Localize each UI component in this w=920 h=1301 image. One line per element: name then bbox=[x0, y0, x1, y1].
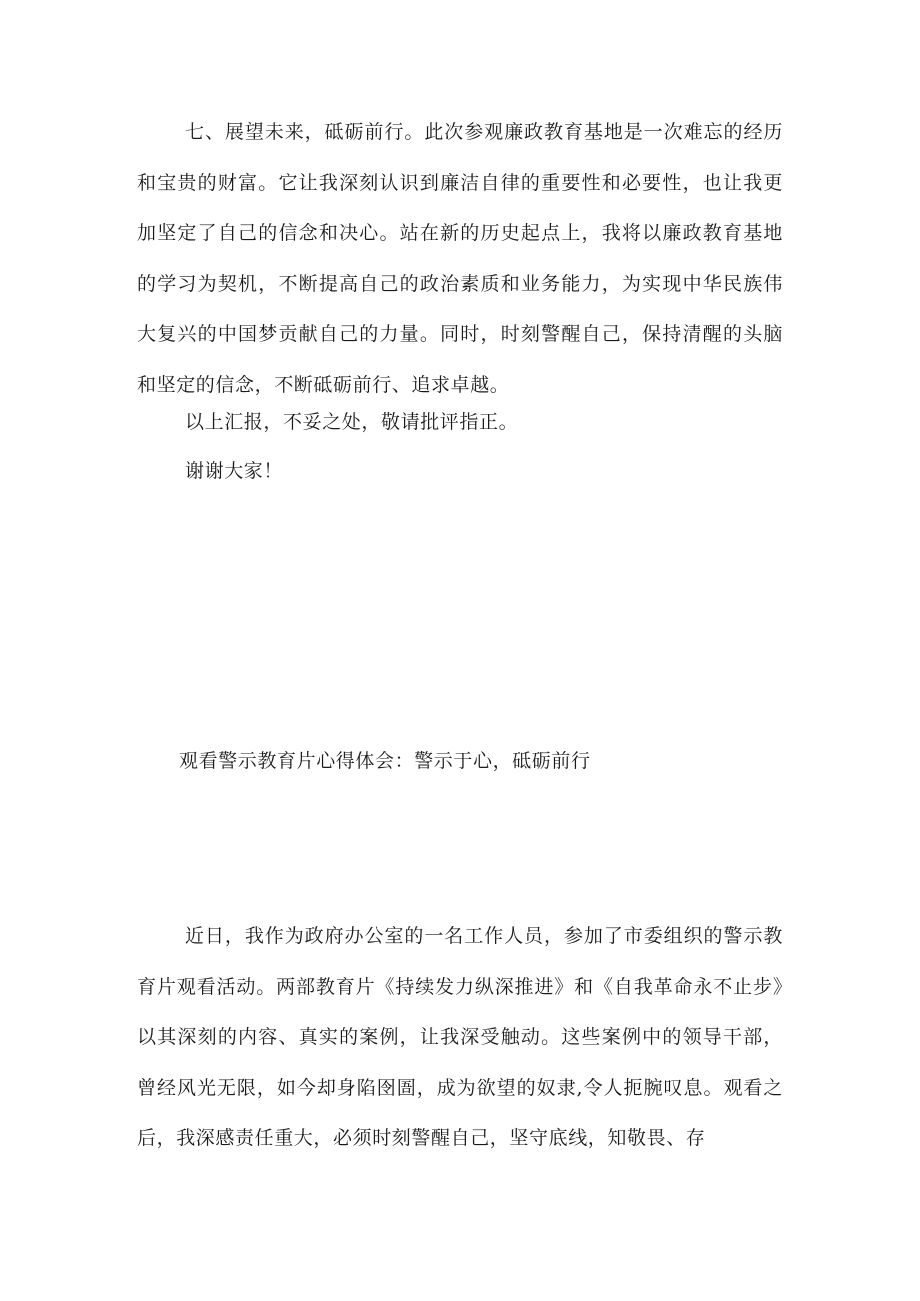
section-seven-paragraph: 七、展望未来，砥砺前行。此次参观廉政教育基地是一次难忘的经历和宝贵的财富。它让我深刻认识到廉洁自律的重要性和必要性，也让我更加坚定了自己的信念和决心。站在新的历史起点上，我将以廉政教育基地的学习为契机，不断提高自己的政治素质和业务能力，为实现中华民族伟大复兴的中国梦贡献自己的力量。同时，时刻警醒自己，保持清醒的头脑和坚定的信念，不断砥砺前行、追求卓越。 bbox=[137, 121, 783, 396]
closing-thanks-line: 谢谢大家！ bbox=[185, 460, 284, 482]
article-title: 观看警示教育片心得体会：警示于心，砥砺前行 bbox=[179, 750, 591, 772]
closing-report-line: 以上汇报，不妥之处，敬请批评指正。 bbox=[185, 411, 519, 433]
article-intro-paragraph: 近日，我作为政府办公室的一名工作人员，参加了市委组织的警示教育片观看活动。两部教育片《持续发力纵深推进》和《自我革命永不止步》以其深刻的内容、真实的案例，让我深受触动。这些案例中的领导干部，曾经风光无限，如今却身陷囹圄，成为欲望的奴隶,令人扼腕叹息。观看之后，我深感责任重大，必须时刻警醒自己，坚守底线，知敬畏、存 bbox=[137, 925, 783, 1149]
